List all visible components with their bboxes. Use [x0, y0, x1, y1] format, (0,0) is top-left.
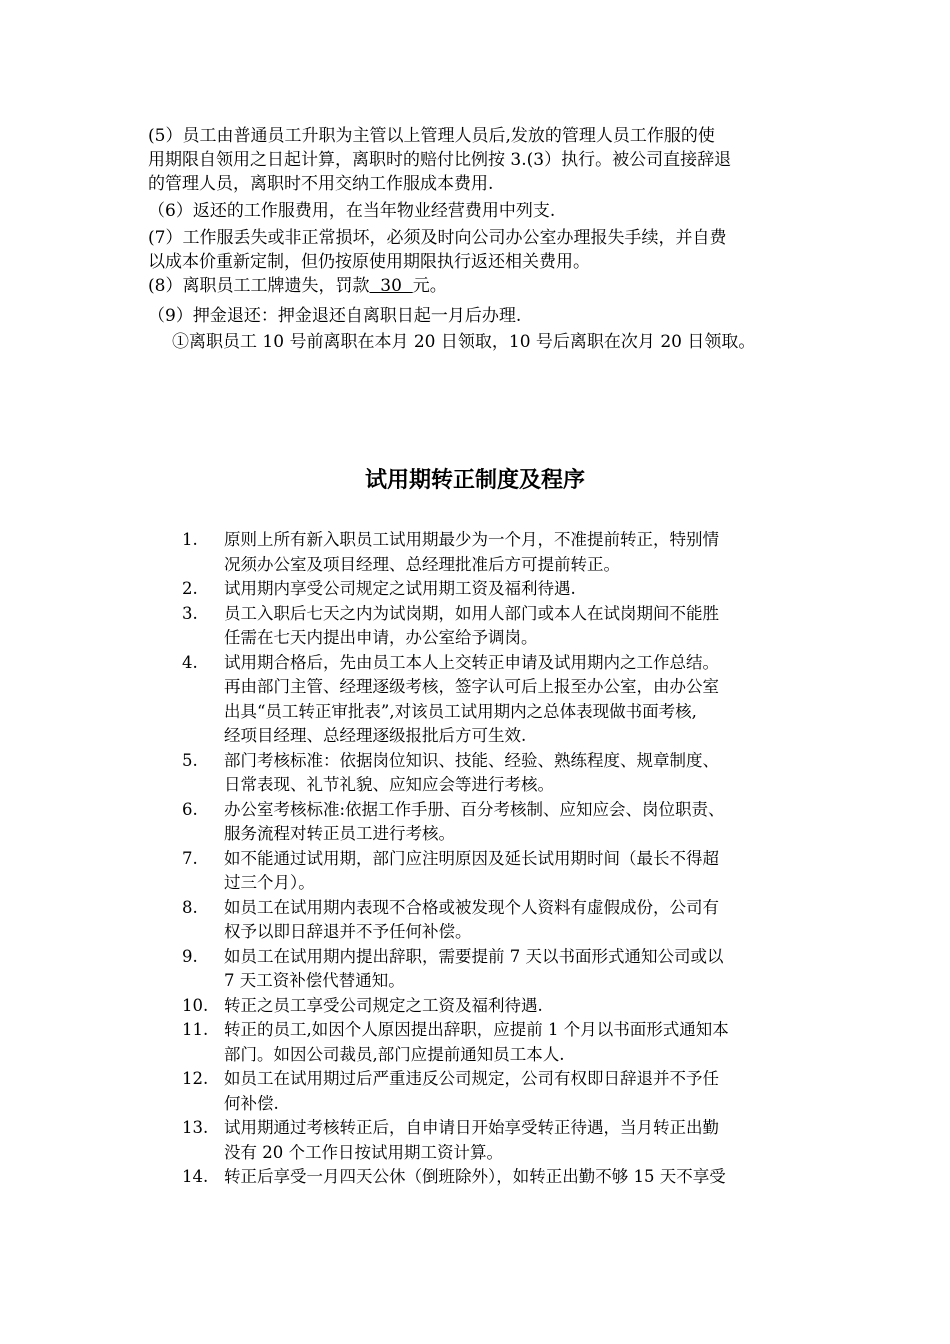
list-item [182, 651, 822, 749]
paragraph-8-suffix: 元。 [412, 276, 447, 296]
list-item [182, 994, 822, 1019]
list-item [182, 528, 822, 577]
paragraph-9: （9）押金退还：押金退还自离职日起一月后办理. [148, 306, 522, 326]
list-item-line: 转正后享受一月四天公休（倒班除外），如转正出勤不够 15 天不享受 [224, 1167, 726, 1186]
list-item-text [224, 651, 822, 749]
list-item-line: 经项目经理、总经理逐级报批后方可生效. [224, 726, 527, 745]
list-item-number: 5. [182, 750, 198, 770]
paragraph-9-sub: ①离职员工 10 号前离职在本月 20 日领取，10 号后离职在次月 20 日领取。 [172, 332, 756, 352]
list-item-number: 9. [182, 946, 198, 966]
section-title: 试用期转正制度及程序 [364, 468, 585, 493]
list-item-line: 如不能通过试用期，部门应注明原因及延长试用期时间（最长不得超 [224, 848, 719, 868]
paragraph-6: （6）返还的工作服费用，在当年物业经营费用中列支. [148, 201, 556, 221]
paragraph-7-line-1: (7）工作服丢失或非正常损坏，必须及时向公司办公室办理报失手续，并自费 [148, 228, 727, 248]
list-item-text [224, 602, 822, 651]
list-item-line: 部门考核标准：依据岗位知识、技能、经验、熟练程度、规章制度、 [224, 750, 719, 770]
list-item-text [224, 847, 822, 896]
list-item-text [224, 798, 822, 847]
list-item-line: 况须办公室及项目经理、总经理批准后方可提前转正。 [224, 554, 620, 574]
paragraph-5-line-2: 用期限自领用之日起计算，离职时的赔付比例按 3.(3）执行。被公司直接辞退 [148, 150, 732, 170]
list-item-number: 6. [182, 799, 198, 819]
list-item-line: 试用期合格后，先由员工本人上交转正申请及试用期内之工作总结。 [224, 652, 719, 672]
list-item-text [224, 896, 822, 945]
list-item-number: 8. [182, 897, 198, 917]
list-item [182, 798, 822, 847]
list-item [182, 749, 822, 798]
list-item-line: 原则上所有新入职员工试用期最少为一个月，不准提前转正，特别情 [224, 530, 719, 549]
list-item-text [224, 994, 822, 1019]
list-item-line: 再由部门主管、经理逐级考核，签字认可后上报至办公室，由办公室 [224, 677, 719, 696]
list-item-line: 转正之员工享受公司规定之工资及福利待遇. [224, 995, 543, 1015]
list-item-number: 7. [182, 848, 198, 868]
list-item-line: 过三个月）。 [224, 873, 315, 892]
list-item-line: 日常表现、礼节礼貌、应知应会等进行考核。 [224, 775, 554, 794]
list-item-text [224, 528, 822, 577]
paragraph-8-prefix: (8）离职员工工牌遗失，罚款 [148, 276, 370, 296]
list-item [182, 1018, 822, 1067]
list-item-line: 出具“员工转正审批表”,对该员工试用期内之总体表现做书面考核, [224, 701, 697, 721]
list-item-line: 转正的员工,如因个人原因提出辞职，应提前 1 个月以书面形式通知本 [224, 1020, 729, 1039]
list-item-line: 员工入职后七天之内为试岗期，如用人部门或本人在试岗期间不能胜 [224, 603, 719, 623]
list-item [182, 847, 822, 896]
paragraph-5-line-1: (5）员工由普通员工升职为主管以上管理人员后,发放的管理人员工作服的使 [148, 126, 715, 146]
list-item [182, 945, 822, 994]
list-item-number: 11. [182, 1020, 209, 1039]
list-item-line: 办公室考核标准:依据工作手册、百分考核制、应知应会、岗位职责、 [224, 799, 725, 819]
list-item [182, 1116, 822, 1165]
list-item-number: 1. [182, 530, 198, 549]
list-item-line: 如员工在试用期内表现不合格或被发现个人资料有虚假成份，公司有 [224, 897, 719, 917]
numbered-list [182, 528, 822, 1190]
list-item-text [224, 749, 822, 798]
list-item-line: 权予以即日辞退并不予任何补偿。 [224, 922, 472, 941]
list-item-text [224, 577, 822, 602]
list-item-text [224, 1165, 822, 1190]
list-item-text [224, 1116, 822, 1165]
paragraph-7 [148, 226, 808, 274]
list-item [182, 577, 822, 602]
list-item-number: 4. [182, 652, 198, 672]
paragraph-7-line-2: 以成本价重新定制，但仍按原使用期限执行返还相关费用。 [148, 252, 590, 272]
paragraph-8 [148, 274, 808, 298]
list-item-line: 服务流程对转正员工进行考核。 [224, 824, 455, 843]
list-item [182, 602, 822, 651]
paragraph-5 [148, 124, 808, 196]
list-item-number: 3. [182, 603, 198, 623]
list-item-number: 14. [182, 1167, 209, 1186]
list-item [182, 896, 822, 945]
list-item-number: 2. [182, 579, 198, 598]
list-item-number: 12. [182, 1069, 209, 1088]
list-item-line: 部门。如因公司裁员,部门应提前通知员工本人. [224, 1044, 565, 1064]
list-item-line: 如员工在试用期过后严重违反公司规定，公司有权即日辞退并不予任 [224, 1069, 719, 1088]
paragraph-5-line-3: 的管理人员，离职时不用交纳工作服成本费用. [148, 174, 494, 194]
fine-amount: 30 [369, 276, 413, 296]
list-item-text [224, 945, 822, 994]
list-item-line: 没有 20 个工作日按试用期工资计算。 [224, 1142, 503, 1162]
list-item-number: 10. [182, 995, 209, 1015]
list-item-line: 任需在七天内提出申请，办公室给予调岗。 [224, 628, 538, 647]
list-item-line: 7 天工资补偿代替通知。 [224, 971, 405, 990]
list-item-line: 试用期通过考核转正后，自申请日开始享受转正待遇，当月转正出勤 [224, 1118, 719, 1137]
list-item [182, 1067, 822, 1116]
list-item [182, 1165, 822, 1190]
list-item-line: 试用期内享受公司规定之试用期工资及福利待遇. [224, 579, 576, 598]
list-item-line: 如员工在试用期内提出辞职，需要提前 7 天以书面形式通知公司或以 [224, 946, 724, 966]
list-item-number: 13. [182, 1118, 209, 1137]
list-item-text [224, 1067, 822, 1116]
list-item-line: 何补偿. [224, 1093, 279, 1113]
list-item-text [224, 1018, 822, 1067]
